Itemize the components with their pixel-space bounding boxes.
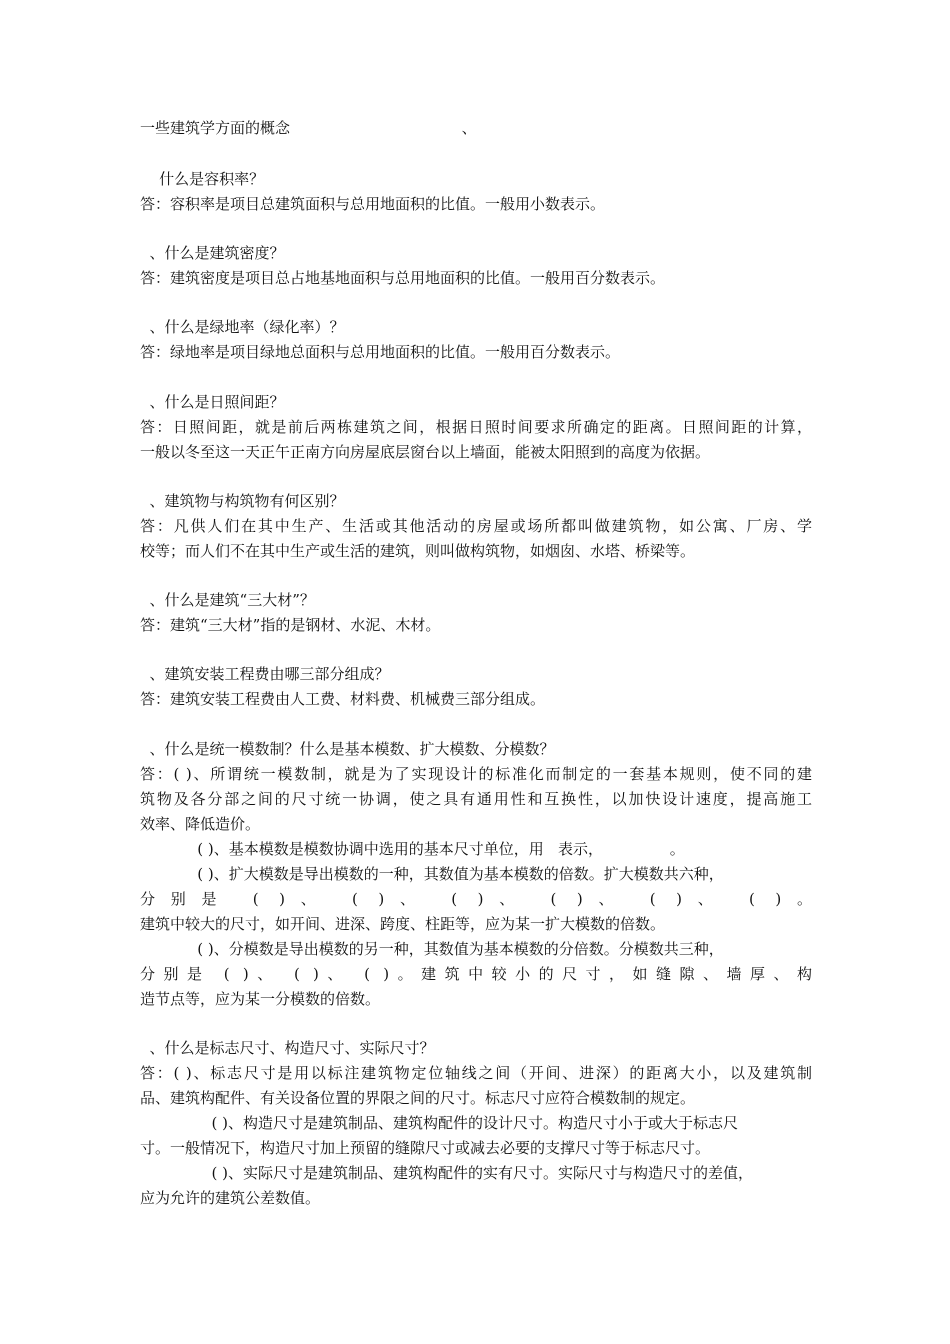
- question-6: 、什么是建筑“三大材”？: [140, 591, 315, 609]
- answer-1: 答：容积率是项目总建筑面积与总用地面积的比值。一般用小数表示。: [140, 195, 606, 213]
- answer-3: 答：绿地率是项目绿地总面积与总用地面积的比值。一般用百分数表示。: [140, 343, 621, 361]
- answer-8-line-8: ( )、分模数是导出模数的另一种，其数值为基本模数的分倍数。分模数共三种，: [140, 940, 724, 958]
- answer-9-line-3: ( )、构造尺寸是建筑制品、建筑构配件的设计尺寸。构造尺寸小于或大于标志尺: [140, 1114, 738, 1132]
- answer-8-line-9: 分别是 ( )、 ( )、 ( )。建筑中较小的尺寸，如缝隙、墙厚、构: [140, 965, 812, 983]
- answer-4-line-2: 一般以冬至这一天正午正南方向房屋底层窗台以上墙面，能被太阳照到的高度为依据。: [140, 443, 711, 461]
- answer-9-line-6: 应为允许的建筑公差数值。: [140, 1189, 321, 1207]
- answer-5-line-2: 校等；而人们不在其中生产或生活的建筑，则叫做构筑物，如烟囱、水塔、桥梁等。: [140, 542, 696, 560]
- answer-7: 答：建筑安装工程费由人工费、材料费、机械费三部分组成。: [140, 690, 546, 708]
- answer-8-line-5: ( )、扩大模数是导出模数的一种，其数值为基本模数的倍数。扩大模数共六种，: [140, 865, 724, 883]
- answer-9-line-4: 寸。一般情况下，构造尺寸加上预留的缝隙尺寸或减去必要的支撑尺寸等于标志尺寸。: [140, 1139, 711, 1157]
- answer-2: 答：建筑密度是项目总占地基地面积与总用地面积的比值。一般用百分数表示。: [140, 269, 666, 287]
- answer-9-line-5: ( )、实际尺寸是建筑制品、建筑构配件的实有尺寸。实际尺寸与构造尺寸的差值，: [140, 1164, 753, 1182]
- answer-9-line-1: 答：( )、标志尺寸是用以标注建筑物定位轴线之间（开间、进深）的距离大小，以及建筑制: [140, 1064, 812, 1082]
- question-7: 、建筑安装工程费由哪三部分组成？: [140, 665, 390, 683]
- answer-8-line-2: 筑物及各分部之间的尺寸统一协调，使之具有通用性和互换性，以加快设计速度，提高施工: [140, 790, 812, 808]
- answer-8-line-1: 答：( )、所谓统一模数制，就是为了实现设计的标准化而制定的一套基本规则，使不同的建: [140, 765, 812, 783]
- answer-4-line-1: 答：日照间距，就是前后两栋建筑之间，根据日照时间要求所确定的距离。日照间距的计算，: [140, 418, 812, 436]
- question-5: 、建筑物与构筑物有何区别？: [140, 492, 345, 510]
- answer-8-line-7: 建筑中较大的尺寸，如开间、进深、跨度、柱距等，应为某一扩大模数的倍数。: [140, 915, 666, 933]
- question-2: 、什么是建筑密度？: [140, 244, 285, 262]
- answer-8-line-10: 造节点等，应为某一分模数的倍数。: [140, 990, 381, 1008]
- document-title: 一些建筑学方面的概念 、: [140, 119, 477, 137]
- answer-8-line-3: 效率、降低造价。: [140, 815, 261, 833]
- answer-6: 答：建筑“三大材”指的是钢材、水泥、木材。: [140, 616, 441, 634]
- answer-9-line-2: 品、建筑构配件、有关设备位置的界限之间的尺寸。标志尺寸应符合模数制的规定。: [140, 1089, 696, 1107]
- answer-8-line-4: ( )、基本模数是模数协调中选用的基本尺寸单位，用 表示， 。: [140, 840, 685, 858]
- question-4: 、什么是日照间距？: [140, 393, 285, 411]
- question-1: 什么是容积率？: [140, 170, 265, 188]
- answer-8-line-6: 分别是 ( )、 ( )、 ( )、 ( )、 ( )、 ( )。: [140, 890, 812, 908]
- question-3: 、什么是绿地率（绿化率）？: [140, 318, 345, 336]
- question-9: 、什么是标志尺寸、构造尺寸、实际尺寸？: [140, 1039, 435, 1057]
- answer-5-line-1: 答：凡供人们在其中生产、生活或其他活动的房屋或场所都叫做建筑物，如公寓、厂房、学: [140, 517, 812, 535]
- question-8: 、什么是统一模数制？什么是基本模数、扩大模数、分模数？: [140, 740, 555, 758]
